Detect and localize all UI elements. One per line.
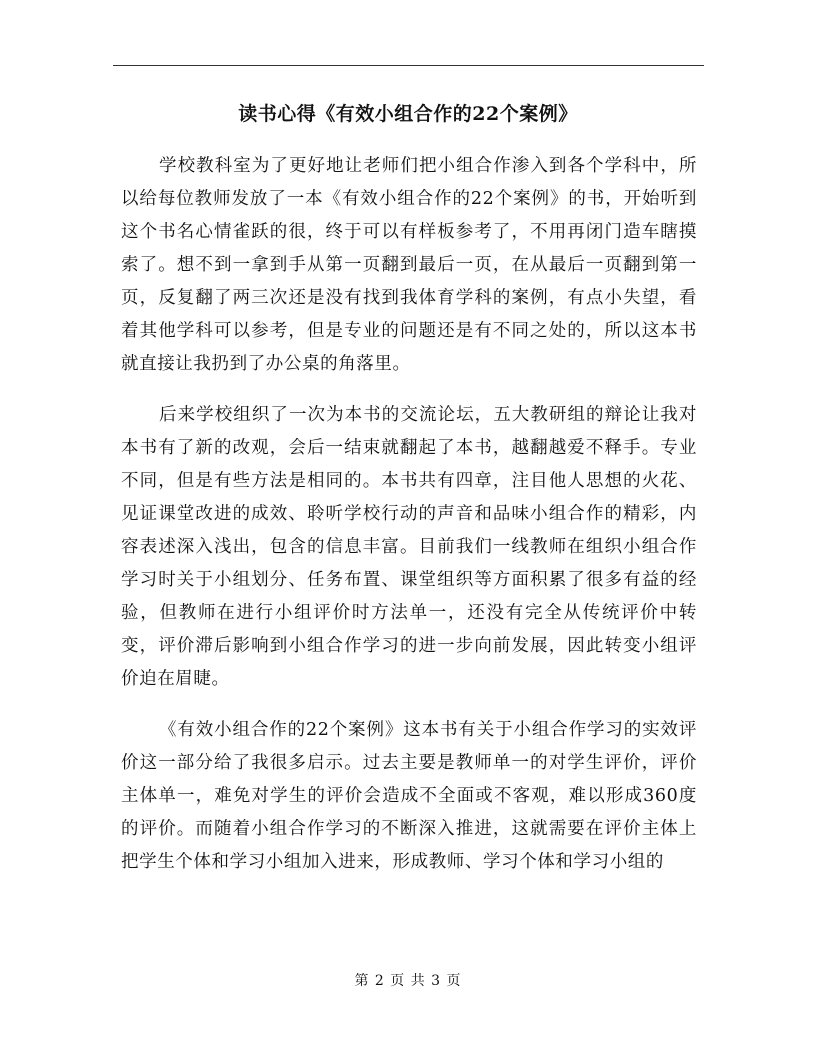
page-number-footer bbox=[0, 970, 816, 990]
paragraph-2: 后来学校组织了一次为本书的交流论坛，五大教研组的辩论让我对本书有了新的改观，会后一结束就翻起了本书，越翻越爱不释手。专业不同，但是有些方法是相同的。本书共有四章，注目他人思想的火花、见证课堂改进的成效、聆听学校行动的声音和品味小组合作的精彩，内容表述深入浅出，包含的信息丰富。目前我们一线教师在组织小组合作学习时关于小组划分、任务布置、课堂组织等方面积累了很多有益的经验，但教师在进行小组评价时方法单一，还没有完全从传统评价中转变，评价滞后影响到小组合作学习的进一步向前发展，因此转变小组评价迫在眉睫。 bbox=[121, 405, 697, 689]
header-rule bbox=[113, 65, 704, 66]
document-title: 读书心得《有效小组合作的22个案例》 bbox=[238, 103, 578, 125]
document-body bbox=[121, 150, 697, 897]
paragraph-1: 学校教科室为了更好地让老师们把小组合作渗入到各个学科中，所以给每位教师发放了一本《有效小组合作的22个案例》的书，开始听到这个书名心情雀跃的很，终于可以有样板参考了，不用再闭门造车瞎摸索了。想不到一拿到手从第一页翻到最后一页，在从最后一页翻到第一页，反复翻了两三次还是没有找到我体育学科的案例，有点小失望，看着其他学科可以参考，但是专业的问题还是有不同之处的，所以这本书就直接让我扔到了办公桌的角落里。 bbox=[121, 156, 697, 374]
paragraph-3: 《有效小组合作的22个案例》这本书有关于小组合作学习的实效评价这一部分给了我很多启示。过去主要是教师单一的对学生评价，评价主体单一，难免对学生的评价会造成不全面或不客观，难以形成360度的评价。而随着小组合作学习的不断深入推进，这就需要在评价主体上把学生个体和学习小组加入进来，形成教师、学习个体和学习小组的 bbox=[121, 720, 697, 872]
page-number-label: 第 2 页 共 3 页 bbox=[354, 973, 462, 989]
